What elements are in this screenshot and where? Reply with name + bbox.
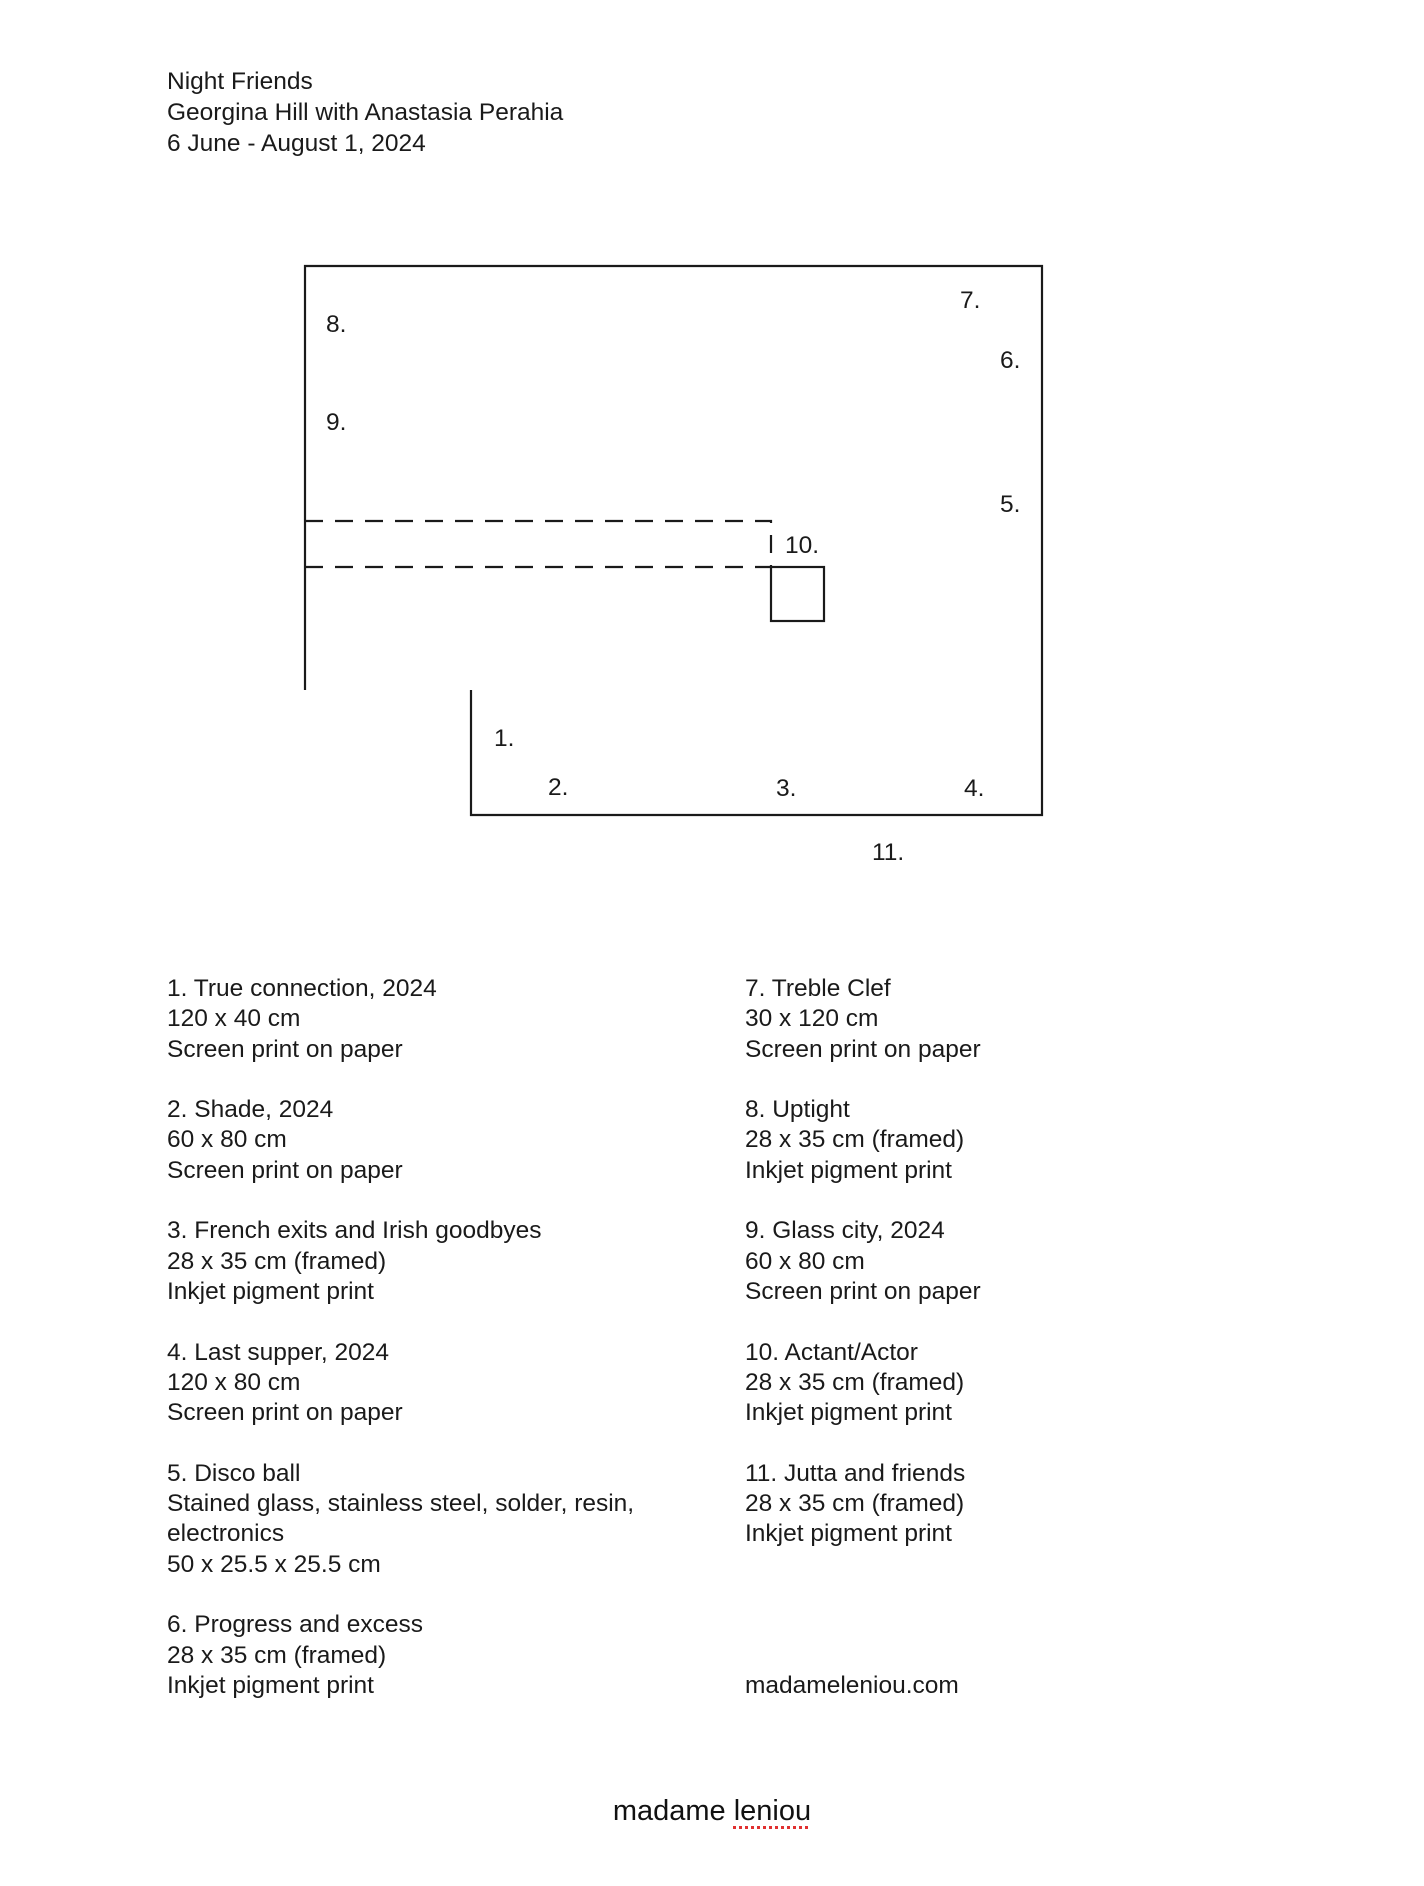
floor-plan-label-1: 1. <box>494 725 515 752</box>
work-entry <box>745 1459 1285 1550</box>
work-detail: Screen print on paper <box>745 1035 981 1063</box>
floor-plan <box>0 0 1424 900</box>
work-entry <box>745 1095 1285 1186</box>
work-detail: Inkjet pigment print <box>745 1520 952 1548</box>
floor-plan-label-6: 6. <box>1000 347 1021 374</box>
floor-plan-label-8: 8. <box>326 311 347 338</box>
floor-plan-wall <box>305 266 1042 815</box>
work-detail: 120 x 40 cm <box>167 1005 301 1033</box>
work-detail: 28 x 35 cm (framed) <box>745 1490 965 1518</box>
work-entry <box>745 1216 1285 1307</box>
floor-plan-label-7: 7. <box>960 287 981 314</box>
work-detail: 120 x 80 cm <box>167 1368 301 1396</box>
work-detail: 30 x 120 cm <box>745 1005 879 1033</box>
work-title: 11. Jutta and friends <box>745 1459 966 1487</box>
work-detail: Inkjet pigment print <box>167 1671 374 1699</box>
work-entry <box>745 974 1285 1065</box>
work-detail: 60 x 80 cm <box>167 1126 287 1154</box>
work-detail: 28 x 35 cm (framed) <box>167 1641 387 1669</box>
work-detail: Inkjet pigment print <box>167 1277 374 1305</box>
floor-plan-label-5: 5. <box>1000 491 1021 518</box>
floor-plan-label-11: 11. <box>872 839 905 866</box>
work-entry <box>167 1216 707 1307</box>
work-title: 3. French exits and Irish goodbyes <box>167 1217 542 1245</box>
exhibition-title: Night Friends <box>167 68 313 95</box>
work-detail: Stained glass, stainless steel, solder, resin, electronics <box>167 1490 635 1548</box>
work-detail: Screen print on paper <box>167 1035 403 1063</box>
floor-plan-label-2: 2. <box>548 774 569 801</box>
works-list-left <box>167 974 707 1731</box>
floor-plan-label-9: 9. <box>326 409 347 436</box>
work-detail: 28 x 35 cm (framed) <box>167 1247 387 1275</box>
work-title: 1. True connection, 2024 <box>167 975 437 1002</box>
gallery-logo <box>0 1795 1424 1828</box>
logo-text-part2: leniou <box>733 1795 812 1827</box>
work-title: 10. Actant/Actor <box>745 1338 918 1366</box>
work-detail: 60 x 80 cm <box>745 1247 865 1275</box>
work-detail: Screen print on paper <box>745 1277 981 1305</box>
work-entry <box>167 1338 707 1429</box>
floor-plan-plinth <box>771 567 824 621</box>
work-detail: Screen print on paper <box>167 1156 403 1184</box>
work-title: 4. Last supper, 2024 <box>167 1338 390 1366</box>
work-entry <box>167 1610 707 1701</box>
floor-plan-label-10: 10. <box>785 532 820 559</box>
work-detail: Inkjet pigment print <box>745 1399 952 1427</box>
exhibition-dates: 6 June - August 1, 2024 <box>167 130 426 157</box>
work-detail: Screen print on paper <box>167 1399 403 1427</box>
work-title: 7. Treble Clef <box>745 975 891 1002</box>
works-list-right <box>745 974 1285 1580</box>
website-link[interactable]: madameleniou.com <box>745 1672 959 1699</box>
work-entry <box>745 1338 1285 1429</box>
work-entry <box>167 1095 707 1186</box>
work-detail: 50 x 25.5 x 25.5 cm <box>167 1550 381 1578</box>
work-title: 5. Disco ball <box>167 1459 301 1487</box>
floor-plan-dashed-partition <box>305 521 771 567</box>
logo-text-part1: madame <box>612 1795 734 1827</box>
work-title: 9. Glass city, 2024 <box>745 1217 945 1245</box>
work-entry <box>167 974 707 1065</box>
work-title: 2. Shade, 2024 <box>167 1096 334 1124</box>
work-title: 6. Progress and excess <box>167 1611 424 1639</box>
work-detail: Inkjet pigment print <box>745 1156 952 1184</box>
floor-plan-label-3: 3. <box>776 775 797 802</box>
exhibition-artists: Georgina Hill with Anastasia Perahia <box>167 99 564 126</box>
floor-plan-label-4: 4. <box>964 775 985 802</box>
work-detail: 28 x 35 cm (framed) <box>745 1368 965 1396</box>
work-detail: 28 x 35 cm (framed) <box>745 1126 965 1154</box>
work-entry <box>167 1459 707 1580</box>
work-title: 8. Uptight <box>745 1096 850 1124</box>
